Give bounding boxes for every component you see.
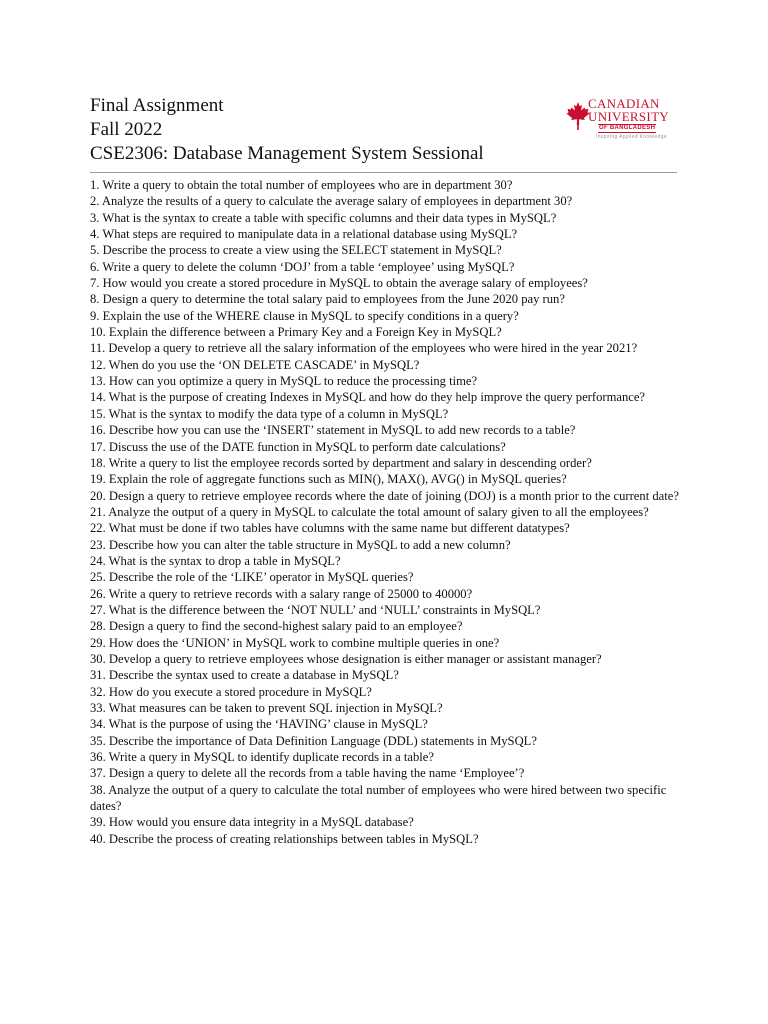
question-item: 16. Describe how you can use the ‘INSERT’ statement in MySQL to add new records to a table? [90,423,576,438]
question-item: 7. How would you create a stored procedure in MySQL to obtain the average salary of employees? [90,276,588,291]
question-item: 32. How do you execute a stored procedure in MySQL? [90,684,372,699]
question-item: 2. Analyze the results of a query to calculate the average salary of employees in department 30? [90,194,573,209]
question-item: 4. What steps are required to manipulate data in a relational database using MySQL? [90,227,518,242]
question-item: 28. Design a query to find the second-highest salary paid to an employee? [90,619,463,634]
question-item: 25. Describe the role of the ‘LIKE’ operator in MySQL queries? [90,570,414,585]
question-item: 20. Design a query to retrieve employee records where the date of joining (DOJ) is a month prior to the current date? [90,488,679,503]
question-item: 29. How does the ‘UNION’ in MySQL work to combine multiple queries in one? [90,635,500,650]
question-item: 35. Describe the importance of Data Definition Language (DDL) statements in MySQL? [90,733,537,748]
question-item: 24. What is the syntax to drop a table in MySQL? [90,553,341,568]
question-item: 9. Explain the use of the WHERE clause in MySQL to specify conditions in a query? [90,308,519,323]
question-item: 12. When do you use the ‘ON DELETE CASCADE’ in MySQL? [90,357,420,372]
question-item: 40. Describe the process of creating relationships between tables in MySQL? [90,831,479,846]
course-title: CSE2306: Database Management System Sessional [90,143,484,164]
question-item: 26. Write a query to retrieve records with a salary range of 25000 to 40000? [90,586,473,601]
logo-line-university: UNIVERSITY [588,109,669,124]
question-item: 19. Explain the role of aggregate functions such as MIN(), MAX(), AVG() in MySQL queries? [90,472,567,487]
question-item: 18. Write a query to list the employee records sorted by department and salary in descending order? [90,455,592,470]
university-logo [566,97,676,147]
question-item: 8. Design a query to determine the total salary paid to employees from the June 2020 pay run? [90,292,565,307]
question-item: 15. What is the syntax to modify the data type of a column in MySQL? [90,406,449,421]
header-divider [90,172,677,173]
question-item: 14. What is the purpose of creating Indexes in MySQL and how do they help improve the query performance? [90,390,646,405]
question-item: 36. Write a query in MySQL to identify duplicate records in a table? [90,750,434,765]
question-item: 27. What is the difference between the ‘NOT NULL’ and ‘NULL’ constraints in MySQL? [90,602,541,617]
assignment-title: Final Assignment [90,95,224,116]
question-item: 13. How can you optimize a query in MySQL to reduce the processing time? [90,374,478,389]
logo-line-of-bangladesh: OF BANGLADESH [599,125,656,131]
question-item: 22. What must be done if two tables have columns with the same name but different datatypes? [90,521,570,536]
question-item: 34. What is the purpose of using the ‘HAVING’ clause in MySQL? [90,717,428,732]
question-item: 30. Develop a query to retrieve employees whose designation is either manager or assistant manager? [90,651,602,666]
question-item: 37. Design a query to delete all the records from a table having the name ‘Employee’? [90,766,525,781]
logo-tagline: Inspiring Applied Knowledge [596,134,667,140]
question-item: 5. Describe the process to create a view using the SELECT statement in MySQL? [90,243,502,258]
question-item: 23. Describe how you can alter the table structure in MySQL to add a new column? [90,537,511,552]
question-item: 3. What is the syntax to create a table with specific columns and their data types in MySQL? [90,210,557,225]
question-item: 38. Analyze the output of a query to calculate the total number of employees who were hired between two specific dates? [90,782,667,814]
question-item: 1. Write a query to obtain the total number of employees who are in department 30? [90,178,513,192]
logo-line-canadian: CANADIAN [588,96,660,111]
question-item: 17. Discuss the use of the DATE function in MySQL to perform date calculations? [90,439,506,454]
question-item: 6. Write a query to delete the column ‘DOJ’ from a table ‘employee’ using MySQL? [90,259,515,274]
question-item: 31. Describe the syntax used to create a database in MySQL? [90,668,399,683]
semester-label: Fall 2022 [90,119,163,140]
question-item: 10. Explain the difference between a Primary Key and a Foreign Key in MySQL? [90,325,502,340]
question-item: 33. What measures can be taken to prevent SQL injection in MySQL? [90,701,443,715]
question-list [90,177,685,847]
question-item: 39. How would you ensure data integrity in a MySQL database? [90,815,414,830]
question-item: 21. Analyze the output of a query in MySQL to calculate the total amount of salary given to all the employees? [90,504,649,519]
maple-leaf-icon [566,101,590,131]
question-item: 11. Develop a query to retrieve all the salary information of the employees who were hired in the year 2021? [90,341,638,356]
